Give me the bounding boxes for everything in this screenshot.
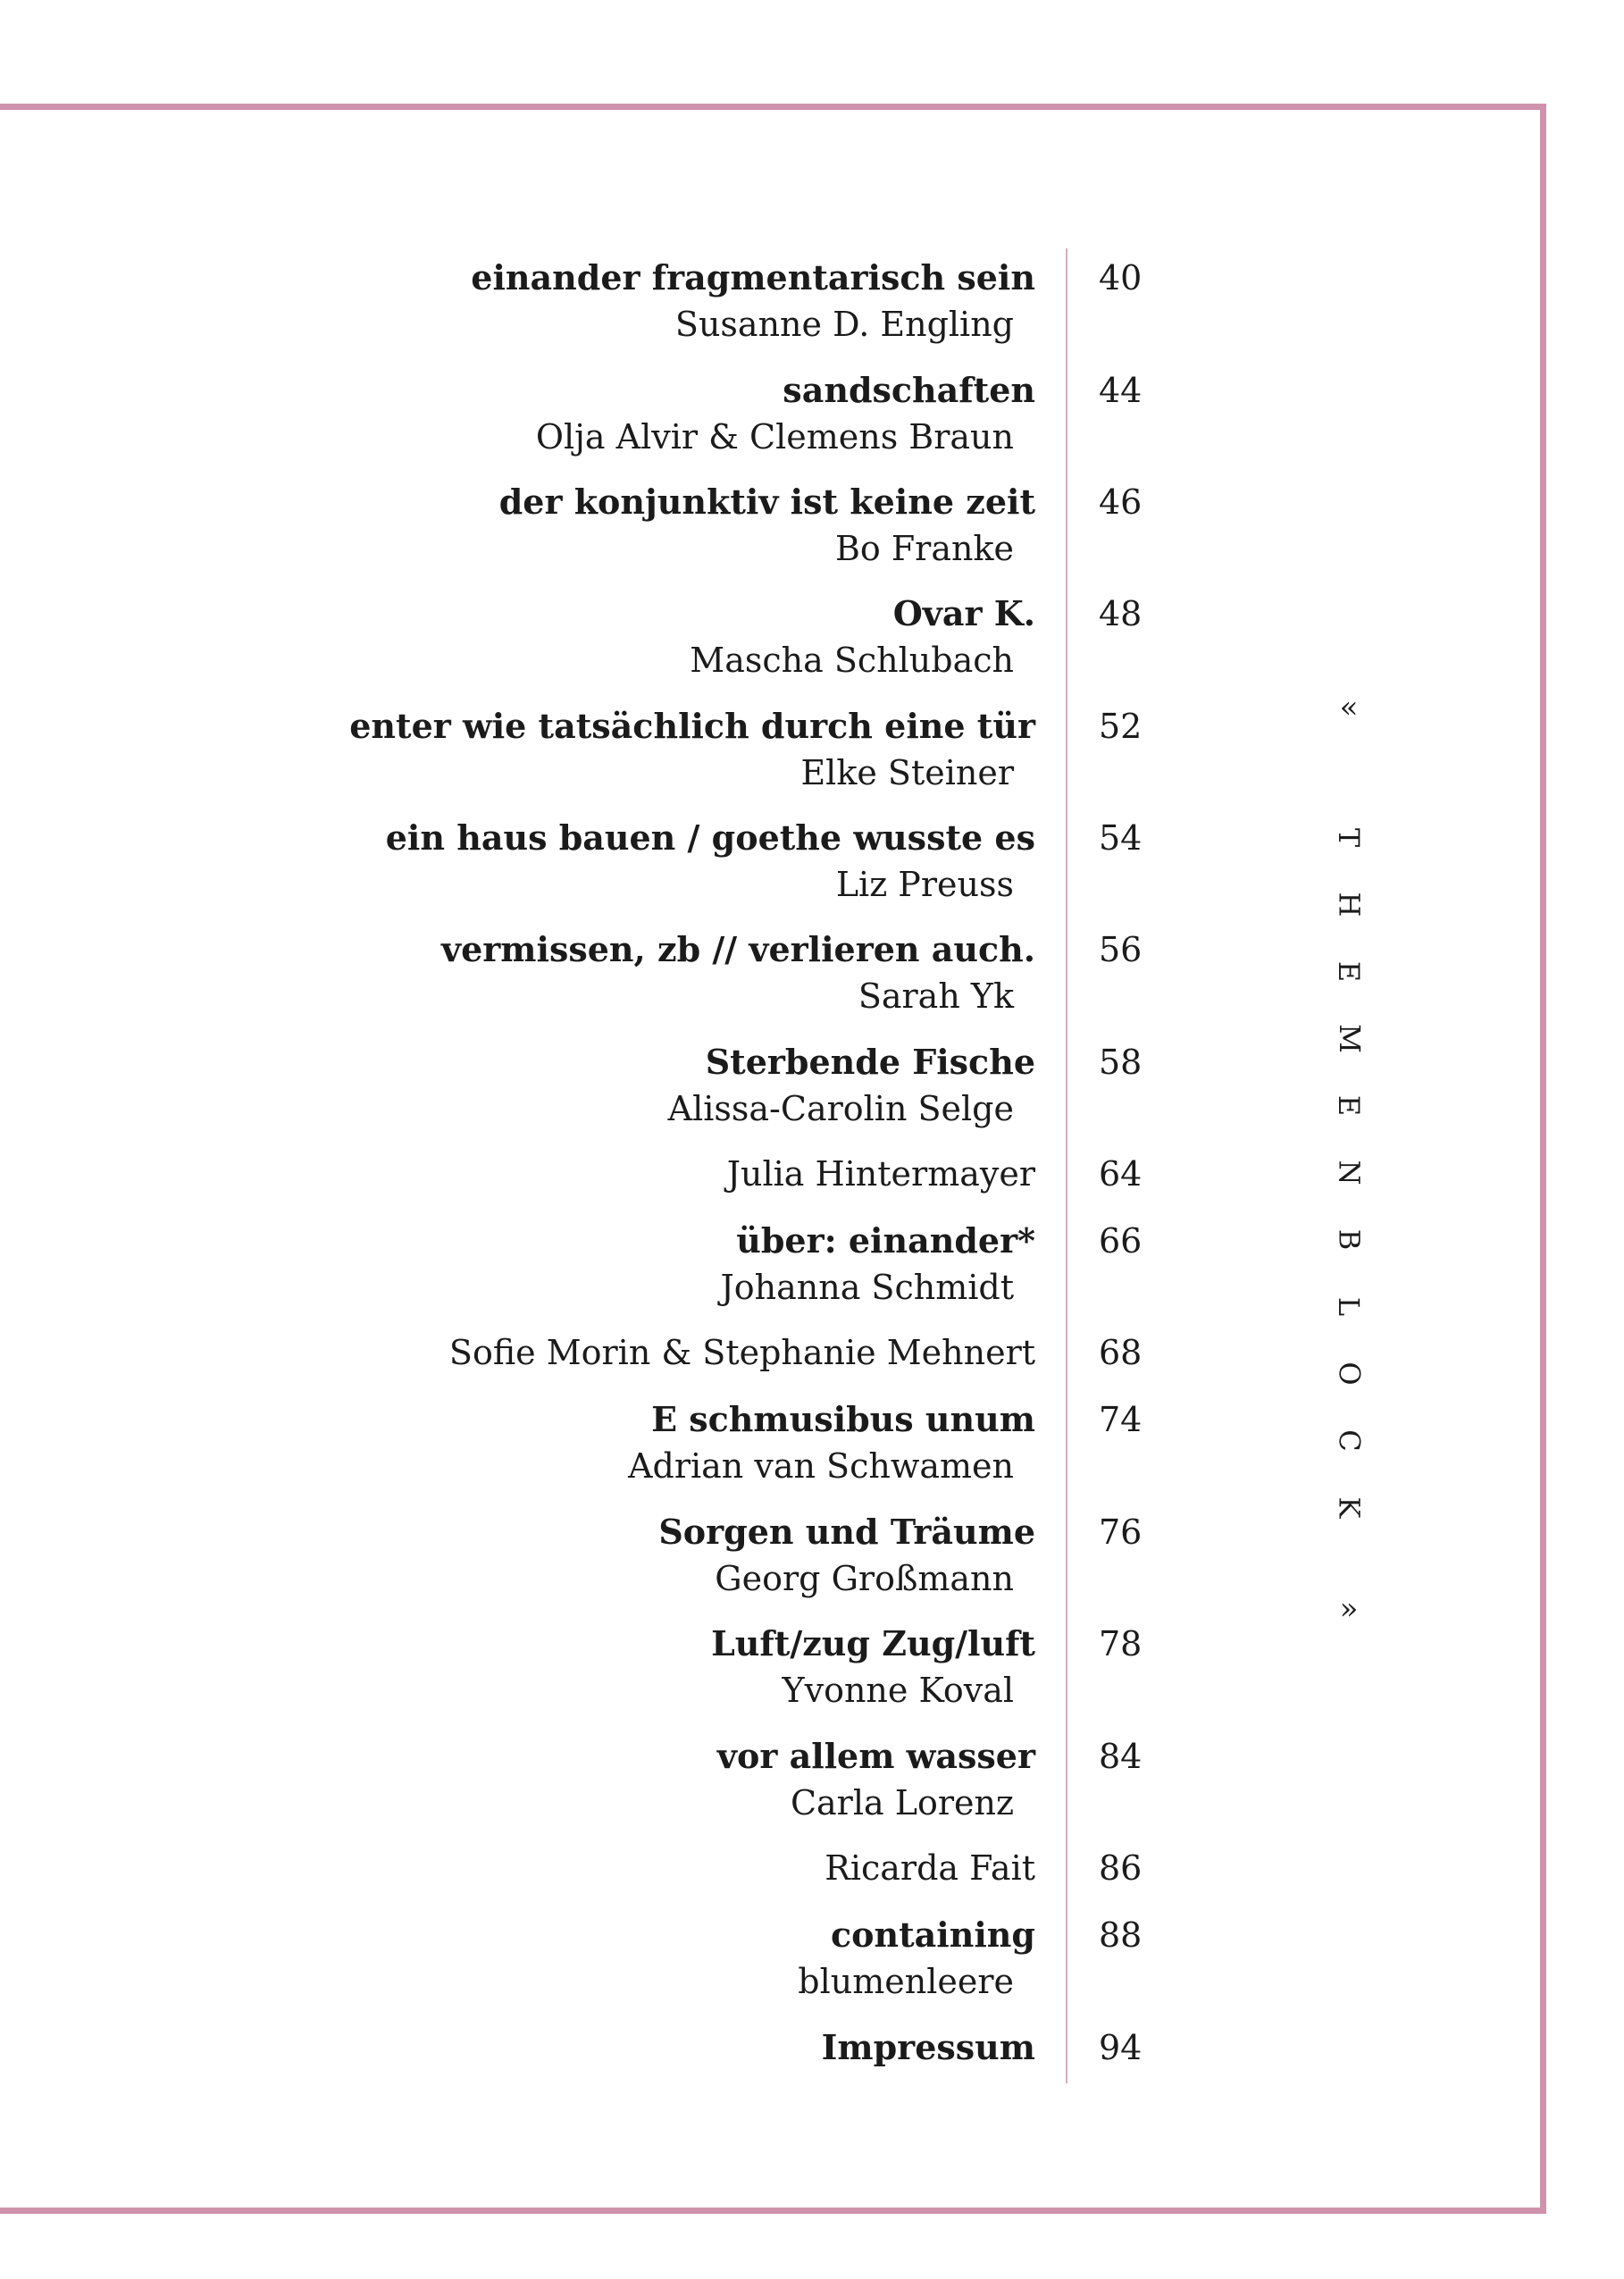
- side-label-letters: [1332, 804, 1367, 1541]
- toc-entry-author: Johanna Schmidt: [720, 1268, 1014, 1307]
- toc-entry-page-number: 94: [1099, 2028, 1143, 2067]
- toc-entry-page-number: 64: [1099, 1154, 1143, 1194]
- side-label-letter: M: [1332, 1024, 1367, 1053]
- toc-entry-page-number: 44: [1099, 371, 1143, 410]
- toc-entry-page-number: 84: [1099, 1737, 1143, 1776]
- toc-entry-page-number: 66: [1099, 1221, 1143, 1261]
- side-label-letter: N: [1332, 1160, 1367, 1186]
- toc-entry-page-number: 76: [1099, 1512, 1143, 1552]
- toc-entry-title: Sorgen und Träume: [658, 1512, 1035, 1552]
- toc-entry-title: vermissen, zb // verlieren auch.: [441, 929, 1035, 969]
- toc-entry-author: Elke Steiner: [800, 753, 1014, 792]
- toc-entry-title: ein haus bauen / goethe wusste es: [385, 817, 1035, 858]
- toc-entry-title: einander fragmentarisch sein: [471, 257, 1035, 297]
- toc-entry-author: Olja Alvir & Clemens Braun: [535, 417, 1014, 457]
- toc-entry-title: sandschaften: [783, 370, 1035, 410]
- toc-entry-author: Mascha Schlubach: [690, 641, 1014, 680]
- toc-entry-author: Adrian van Schwamen: [628, 1446, 1014, 1486]
- toc-entry-author: Alissa-Carolin Selge: [667, 1089, 1014, 1128]
- toc-entry-title: Luft/zug Zug/luft: [711, 1623, 1035, 1663]
- toc-entry-title: Impressum: [821, 2027, 1035, 2067]
- toc-entry-author: Yvonne Koval: [782, 1671, 1014, 1710]
- open-quote-mark: «: [1339, 690, 1359, 725]
- toc-entry-title: E schmusibus unum: [651, 1399, 1035, 1439]
- toc-entry-page-number: 88: [1099, 1915, 1143, 1955]
- toc-entry-author: Bo Franke: [834, 529, 1014, 568]
- toc-entry-title: über: einander*: [736, 1220, 1035, 1261]
- toc-entry-page-number: 48: [1099, 594, 1143, 633]
- toc-entry-author: Susanne D. Engling: [674, 305, 1014, 344]
- toc-entry-author: Carla Lorenz: [790, 1783, 1014, 1822]
- toc-entry-title: vor allem wasser: [716, 1736, 1035, 1776]
- toc-entry-title: Ricarda Fait: [825, 1848, 1035, 1888]
- toc-entry-title: Julia Hintermayer: [726, 1154, 1035, 1194]
- side-label-letter: L: [1332, 1296, 1367, 1317]
- toc-entry-title: Sterbende Fische: [705, 1042, 1035, 1082]
- toc-entry-title: der konjunktiv ist keine zeit: [498, 482, 1035, 522]
- toc-entry-page-number: 56: [1099, 930, 1143, 969]
- themenblock-side-label: [1313, 690, 1385, 1627]
- toc-entry-page-number: 52: [1099, 707, 1143, 746]
- toc-entry-author: Georg Großmann: [715, 1559, 1014, 1598]
- toc-entry-author: blumenleere: [798, 1962, 1014, 2001]
- toc-entry-title: enter wie tatsächlich durch eine tür: [349, 706, 1035, 746]
- toc-entry-page-number: 74: [1099, 1400, 1143, 1439]
- toc-entry-page-number: 78: [1099, 1624, 1143, 1663]
- toc-entry-title: containing: [831, 1915, 1035, 1955]
- toc-entry-author: Liz Preuss: [835, 865, 1014, 904]
- toc-entry-title: Sofie Morin & Stephanie Mehnert: [448, 1333, 1035, 1372]
- side-label-letter: O: [1332, 1362, 1367, 1386]
- close-quote-mark: »: [1339, 1591, 1359, 1627]
- side-label-letter: T: [1332, 827, 1367, 848]
- toc-entry-page-number: 46: [1099, 482, 1143, 522]
- side-label-letter: H: [1332, 892, 1367, 917]
- toc-entry-page-number: 54: [1099, 818, 1143, 858]
- side-label-letter: B: [1332, 1228, 1367, 1251]
- side-label-letter: E: [1332, 960, 1367, 983]
- toc-entry-page-number: 58: [1099, 1043, 1143, 1082]
- side-label-letter: K: [1332, 1496, 1367, 1519]
- toc-entry-page-number: 86: [1099, 1848, 1143, 1888]
- toc-entry-page-number: 68: [1099, 1333, 1143, 1372]
- side-label-letter: E: [1332, 1094, 1367, 1117]
- toc-entry-page-number: 40: [1099, 258, 1143, 297]
- side-label-letter: C: [1332, 1429, 1367, 1452]
- toc-entry-author: Sarah Yk: [858, 976, 1014, 1016]
- toc-entry-title: Ovar K.: [892, 593, 1035, 633]
